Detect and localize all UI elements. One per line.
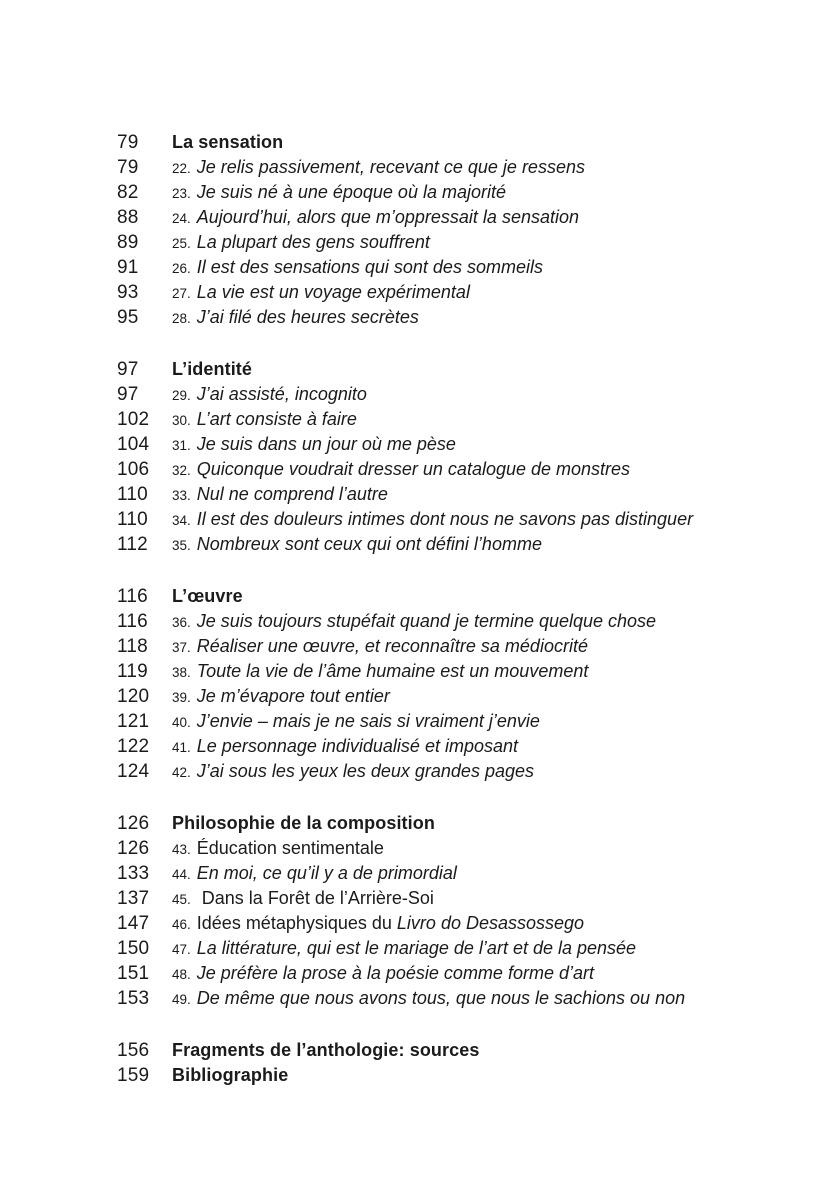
- entry-title-italic-part: Toute la vie de l’âme humaine est un mouvement: [196, 661, 589, 681]
- entry-title: [197, 886, 434, 911]
- entry-title: [197, 709, 540, 734]
- entry-title: [197, 280, 470, 305]
- toc-row: [117, 280, 693, 305]
- toc-row: [117, 130, 693, 155]
- page-number: 79: [117, 157, 139, 178]
- toc-row: [117, 836, 693, 861]
- entry-title-italic-part: Nombreux sont ceux qui ont défini l’homme: [196, 534, 542, 554]
- entry-number: 23.: [172, 186, 191, 201]
- entry-title-roman-part: Dans la Forêt de l’Arrière-Soi: [196, 888, 434, 908]
- section-heading: Philosophie de la composition: [172, 813, 435, 833]
- entry-title: [197, 759, 534, 784]
- entry-title: [197, 432, 456, 457]
- entry-number: 32.: [172, 463, 191, 478]
- page-number: 89: [117, 232, 139, 253]
- toc-closing-section: [117, 1038, 693, 1088]
- entry-title: [197, 634, 588, 659]
- entry-number: 31.: [172, 438, 191, 453]
- entry-number: 26.: [172, 261, 191, 276]
- toc-row: [117, 659, 693, 684]
- entry-title: [197, 684, 390, 709]
- entry-number: 27.: [172, 286, 191, 301]
- entry-title-italic-part: Je suis toujours stupéfait quand je termine quelque chose: [196, 611, 657, 631]
- toc-row: [117, 1063, 693, 1088]
- page-number: 124: [117, 761, 150, 782]
- page-number: 119: [117, 661, 148, 682]
- toc-row: [117, 936, 693, 961]
- page-number: 112: [117, 534, 148, 555]
- entry-number: 44.: [172, 867, 191, 882]
- page-number: 153: [117, 988, 150, 1009]
- entry-title-italic-part: Livro do Desassossego: [396, 913, 585, 933]
- page-number: 150: [117, 938, 150, 959]
- entry-number: 34.: [172, 513, 191, 528]
- entry-title-italic-part: J’ai assisté, incognito: [196, 384, 367, 404]
- entry-title: [197, 936, 636, 961]
- toc-row: [117, 205, 693, 230]
- entry-number: 22.: [172, 161, 191, 176]
- closing-entry-title: Fragments de l’anthologie: sources: [172, 1040, 480, 1060]
- page-number: 116: [117, 586, 148, 607]
- entry-title-italic-part: La plupart des gens souffrent: [196, 232, 430, 252]
- page-number: 137: [117, 888, 150, 909]
- entry-title: [197, 861, 457, 886]
- toc-row: [117, 305, 693, 330]
- toc-row: [117, 911, 693, 936]
- page-number: 82: [117, 182, 139, 203]
- entry-number: 42.: [172, 765, 191, 780]
- section-heading: L’œuvre: [172, 586, 243, 606]
- toc-row: [117, 180, 693, 205]
- entry-title-italic-part: J’envie – mais je ne sais si vraiment j’envie: [196, 711, 540, 731]
- page-number: 133: [117, 863, 150, 884]
- entry-title-italic-part: Il est des sensations qui sont des sommeils: [196, 257, 543, 277]
- entry-title: [197, 457, 630, 482]
- page-number: 102: [117, 409, 150, 430]
- entry-title-roman-part: Idées métaphysiques du: [196, 913, 397, 933]
- table-of-contents: [117, 130, 693, 1088]
- toc-row: [117, 482, 693, 507]
- page-number: 159: [117, 1065, 150, 1086]
- toc-row: [117, 861, 693, 886]
- entry-number: 35.: [172, 538, 191, 553]
- entry-title: [197, 382, 367, 407]
- page-number: 97: [117, 359, 139, 380]
- toc-row: [117, 507, 693, 532]
- page-number: 126: [117, 838, 150, 859]
- entry-number: 36.: [172, 615, 191, 630]
- toc-row: [117, 986, 693, 1011]
- page-number: 106: [117, 459, 150, 480]
- page-number: 110: [117, 509, 148, 530]
- entry-title: [197, 255, 543, 280]
- entry-title-italic-part: J’ai sous les yeux les deux grandes pages: [196, 761, 534, 781]
- entry-title-italic-part: La vie est un voyage expérimental: [196, 282, 470, 302]
- entry-title: [197, 532, 542, 557]
- entry-title-italic-part: Je relis passivement, recevant ce que je ressens: [196, 157, 585, 177]
- entry-title: [197, 836, 384, 861]
- toc-row: [117, 584, 693, 609]
- page-number: 126: [117, 813, 150, 834]
- toc-row: [117, 407, 693, 432]
- toc-row: [117, 357, 693, 382]
- toc-row: [117, 1038, 693, 1063]
- toc-row: [117, 684, 693, 709]
- entry-title-italic-part: De même que nous avons tous, que nous le sachions ou non: [196, 988, 686, 1008]
- entry-number: 24.: [172, 211, 191, 226]
- entry-title: [197, 407, 357, 432]
- entry-title-italic-part: Le personnage individualisé et imposant: [196, 736, 518, 756]
- toc-row: [117, 709, 693, 734]
- page-number: 147: [117, 913, 150, 934]
- toc-row: [117, 230, 693, 255]
- page-number: 91: [117, 257, 139, 278]
- entry-title-italic-part: Nul ne comprend l’autre: [196, 484, 388, 504]
- entry-number: 45.: [172, 892, 191, 907]
- entry-title: [197, 734, 518, 759]
- entry-title-italic-part: Je suis dans un jour où me pèse: [196, 434, 456, 454]
- entry-title: [197, 155, 585, 180]
- entry-title: [197, 609, 656, 634]
- page-number: 156: [117, 1040, 150, 1061]
- toc-section: [117, 811, 693, 1011]
- entry-title-italic-part: Réaliser une œuvre, et reconnaître sa médiocrité: [196, 636, 588, 656]
- entry-number: 47.: [172, 942, 191, 957]
- entry-number: 46.: [172, 917, 191, 932]
- entry-title: [197, 961, 594, 986]
- toc-row: [117, 734, 693, 759]
- entry-title: [197, 659, 589, 684]
- toc-row: [117, 155, 693, 180]
- entry-title-italic-part: Quiconque voudrait dresser un catalogue de monstres: [196, 459, 631, 479]
- entry-number: 41.: [172, 740, 191, 755]
- entry-title-italic-part: La littérature, qui est le mariage de l’art et de la pensée: [196, 938, 637, 958]
- entry-title: [197, 230, 430, 255]
- entry-title: [197, 911, 584, 936]
- entry-number: 33.: [172, 488, 191, 503]
- toc-section: [117, 584, 693, 784]
- entry-title-italic-part: En moi, ce qu’il y a de primordial: [196, 863, 457, 883]
- page-number: 79: [117, 132, 139, 153]
- entry-title: [197, 482, 388, 507]
- page-number: 121: [117, 711, 150, 732]
- entry-number: 49.: [172, 992, 191, 1007]
- entry-title: [197, 305, 419, 330]
- page-number: 118: [117, 636, 148, 657]
- toc-row: [117, 886, 693, 911]
- page-number: 104: [117, 434, 150, 455]
- toc-section: [117, 130, 693, 330]
- entry-title-italic-part: J’ai filé des heures secrètes: [196, 307, 419, 327]
- page-number: 151: [117, 963, 150, 984]
- page-number: 97: [117, 384, 139, 405]
- entry-title-italic-part: Je préfère la prose à la poésie comme forme d’art: [196, 963, 594, 983]
- entry-number: 43.: [172, 842, 191, 857]
- page-number: 93: [117, 282, 139, 303]
- entry-number: 40.: [172, 715, 191, 730]
- section-heading: L’identité: [172, 359, 253, 379]
- page-number: 95: [117, 307, 139, 328]
- toc-row: [117, 759, 693, 784]
- entry-number: 29.: [172, 388, 191, 403]
- entry-number: 39.: [172, 690, 191, 705]
- entry-title-roman-part: Éducation sentimentale: [196, 838, 384, 858]
- entry-title-italic-part: Je suis né à une époque où la majorité: [196, 182, 506, 202]
- toc-row: [117, 609, 693, 634]
- entry-title-italic-part: L’art consiste à faire: [196, 409, 357, 429]
- toc-row: [117, 255, 693, 280]
- section-heading: La sensation: [172, 132, 284, 152]
- page-number: 116: [117, 611, 148, 632]
- toc-row: [117, 432, 693, 457]
- entry-title: [197, 180, 506, 205]
- entry-number: 30.: [172, 413, 191, 428]
- toc-row: [117, 634, 693, 659]
- entry-title: [197, 507, 693, 532]
- entry-number: 28.: [172, 311, 191, 326]
- entry-number: 37.: [172, 640, 191, 655]
- entry-title-italic-part: Je m’évapore tout entier: [196, 686, 390, 706]
- entry-title-italic-part: Il est des douleurs intimes dont nous ne savons pas distinguer: [196, 509, 694, 529]
- toc-row: [117, 382, 693, 407]
- entry-title: [197, 986, 685, 1011]
- entry-title: [197, 205, 579, 230]
- page-number: 122: [117, 736, 150, 757]
- closing-entry-title: Bibliographie: [172, 1065, 289, 1085]
- entry-number: 38.: [172, 665, 191, 680]
- page-number: 120: [117, 686, 150, 707]
- toc-row: [117, 532, 693, 557]
- entry-number: 48.: [172, 967, 191, 982]
- toc-row: [117, 961, 693, 986]
- entry-number: 25.: [172, 236, 191, 251]
- toc-row: [117, 811, 693, 836]
- page-number: 88: [117, 207, 139, 228]
- toc-section: [117, 357, 693, 557]
- entry-title-italic-part: Aujourd’hui, alors que m’oppressait la sensation: [196, 207, 579, 227]
- toc-row: [117, 457, 693, 482]
- page-number: 110: [117, 484, 148, 505]
